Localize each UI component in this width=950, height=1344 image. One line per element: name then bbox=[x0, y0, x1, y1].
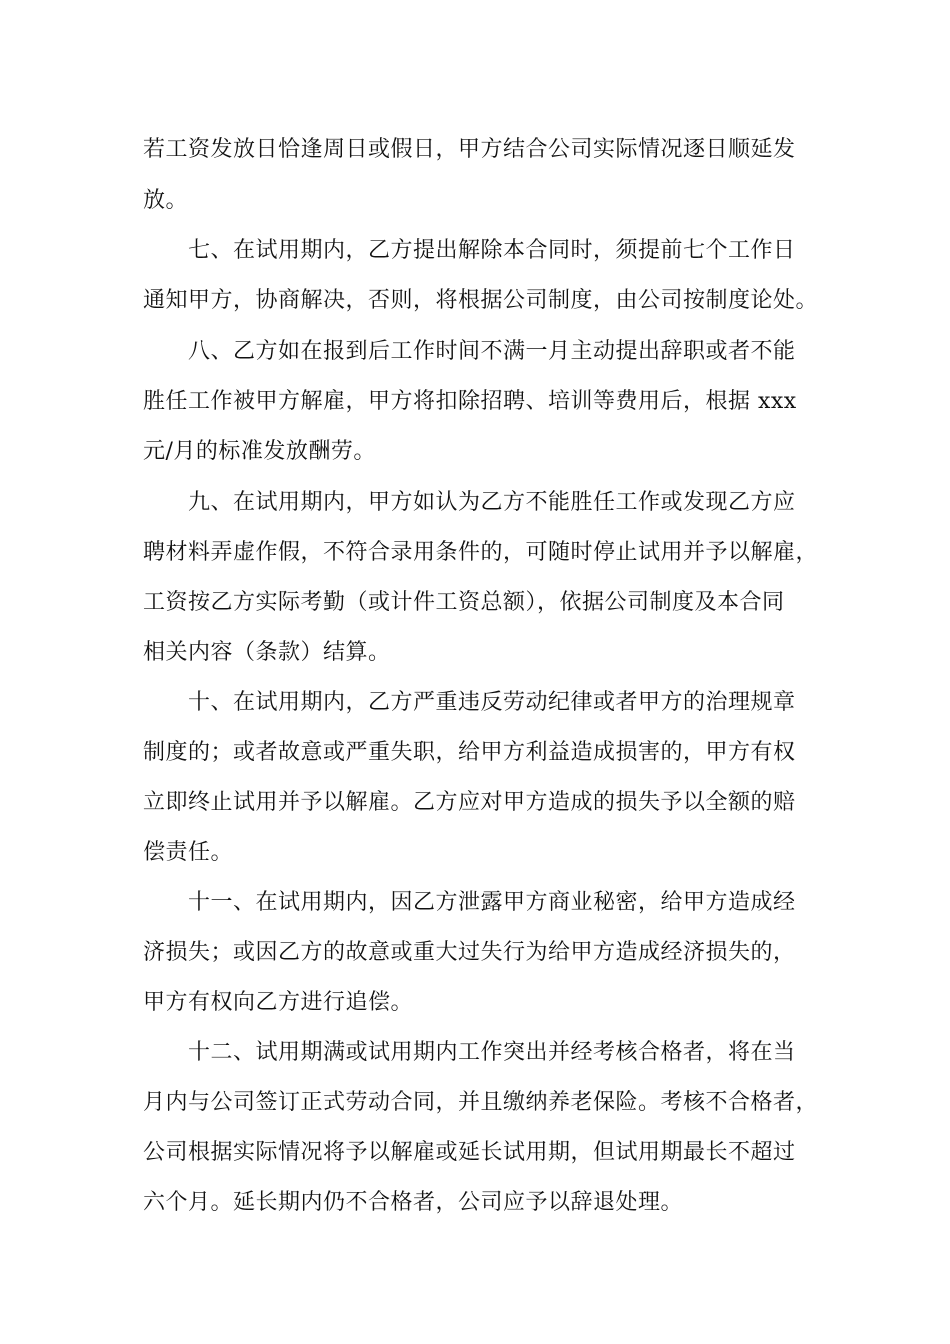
text-line: 六个月。延长期内仍不合格者，公司应予以辞退处理。 bbox=[143, 1190, 684, 1215]
text-line: 十二、试用期满或试用期内工作突出并经考核合格者，将在当 bbox=[188, 1040, 796, 1065]
text-line: 元/月的标准发放酬劳。 bbox=[143, 439, 376, 464]
text-line: 九、在试用期内，甲方如认为乙方不能胜任工作或发现乙方应 bbox=[188, 490, 796, 515]
text-line: 立即终止试用并予以解雇。乙方应对甲方造成的损失予以全额的赔 bbox=[143, 790, 796, 815]
text-line: 工资按乙方实际考勤（或计件工资总额），依据公司制度及本合同 bbox=[143, 590, 785, 615]
text-line: 相关内容（条款）结算。 bbox=[143, 640, 391, 665]
text-line: 聘材料弄虚作假，不符合录用条件的，可随时停止试用并予以解雇， bbox=[143, 540, 819, 565]
text-line: 月内与公司签订正式劳动合同，并且缴纳养老保险。考核不合格者， bbox=[143, 1090, 819, 1115]
text-line: 济损失；或因乙方的故意或重大过失行为给甲方造成经济损失的， bbox=[143, 940, 796, 965]
text-line: 胜任工作被甲方解雇，甲方将扣除招聘、培训等费用后，根据 xxx bbox=[143, 389, 797, 414]
text-line: 七、在试用期内，乙方提出解除本合同时，须提前七个工作日 bbox=[188, 238, 796, 263]
text-line: 通知甲方，协商解决，否则，将根据公司制度，由公司按制度论处。 bbox=[143, 288, 819, 313]
text-line: 十一、在试用期内，因乙方泄露甲方商业秘密，给甲方造成经 bbox=[188, 890, 796, 915]
text-line: 制度的；或者故意或严重失职，给甲方利益造成损害的，甲方有权 bbox=[143, 740, 796, 765]
text-line: 八、乙方如在报到后工作时间不满一月主动提出辞职或者不能 bbox=[188, 339, 796, 364]
text-line: 若工资发放日恰逢周日或假日，甲方结合公司实际情况逐日顺延发 bbox=[143, 137, 796, 162]
text-line: 公司根据实际情况将予以解雇或延长试用期，但试用期最长不超过 bbox=[143, 1140, 796, 1165]
text-line: 偿责任。 bbox=[143, 840, 234, 865]
text-line: 放。 bbox=[143, 188, 189, 213]
text-line: 十、在试用期内，乙方严重违反劳动纪律或者甲方的治理规章 bbox=[188, 690, 796, 715]
text-line: 甲方有权向乙方进行追偿。 bbox=[143, 990, 414, 1015]
